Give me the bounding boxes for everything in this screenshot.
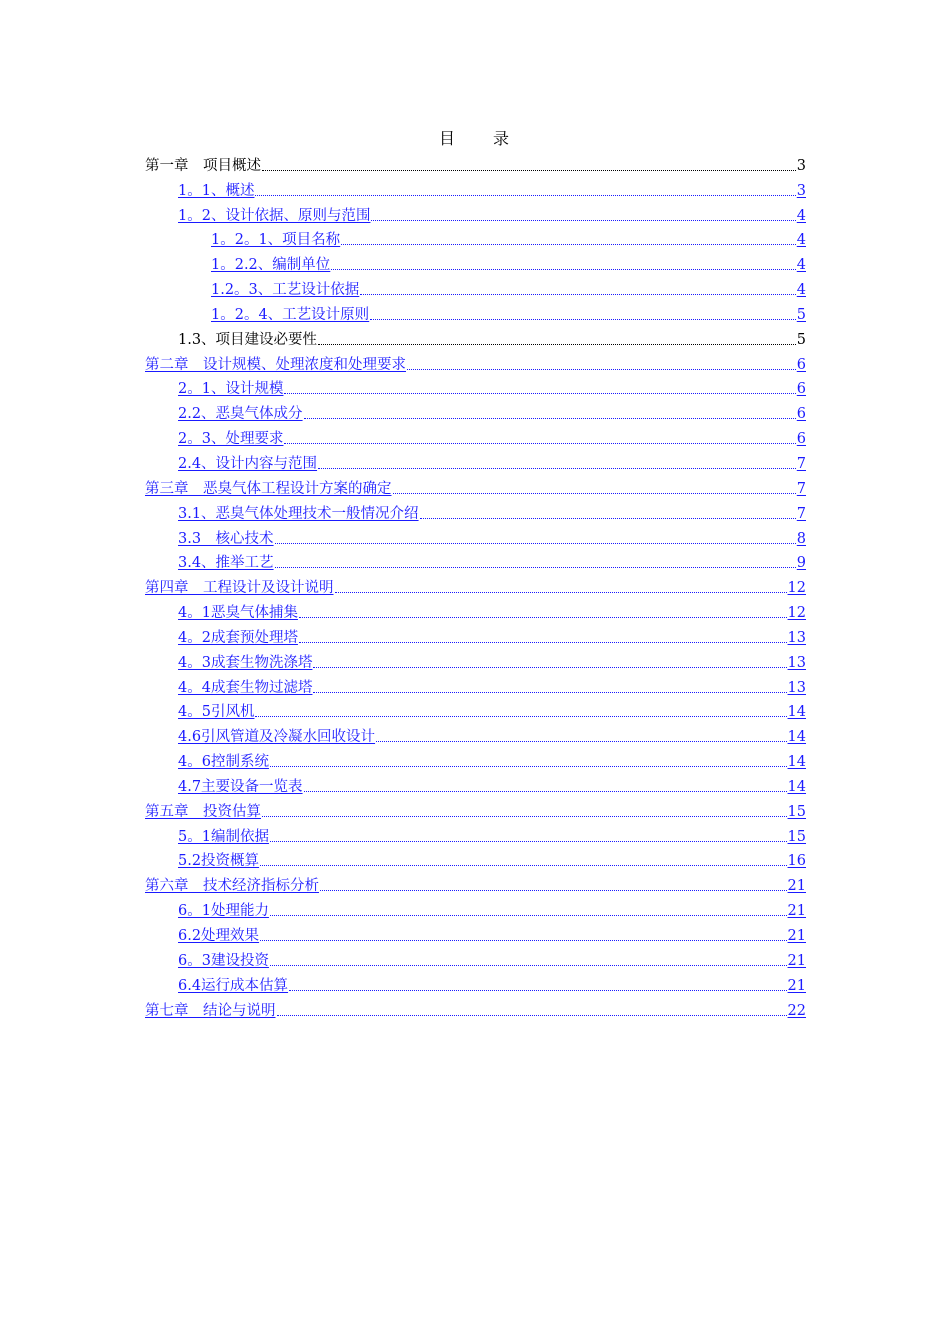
toc-entry[interactable] [145, 448, 806, 473]
toc-entry[interactable] [145, 945, 806, 970]
toc-entry-label: 5.2投资概算 [178, 853, 260, 870]
toc-entry[interactable] [145, 274, 806, 299]
toc-dot-leader [255, 194, 795, 196]
toc-entry-page-number: 5 [796, 331, 806, 348]
toc-dot-leader [393, 492, 796, 494]
toc-dot-leader [270, 840, 787, 842]
toc-entry-label: 3.1、恶臭气体处理技术一般情况介绍 [178, 505, 419, 522]
toc-dot-leader [304, 417, 796, 419]
toc-entry-label: 第五章 投资估算 [145, 803, 261, 820]
toc-dot-leader [270, 765, 787, 767]
toc-entry[interactable] [145, 572, 806, 597]
toc-dot-leader [289, 989, 786, 991]
toc-dot-leader [335, 591, 787, 593]
toc-entry[interactable] [145, 423, 806, 448]
toc-dot-leader [262, 815, 787, 817]
toc-dot-leader [370, 318, 796, 320]
toc-entry-page-number: 4 [796, 257, 806, 274]
toc-entry-page-number: 7 [796, 455, 806, 472]
toc-entry-page-number: 6 [796, 431, 806, 448]
toc-entry-label: 2。1、设计规模 [178, 381, 284, 398]
toc-entry-page-number: 14 [787, 729, 806, 746]
toc-entry[interactable] [145, 995, 806, 1020]
toc-entry[interactable] [145, 374, 806, 399]
toc-entry-page-number: 21 [787, 977, 806, 994]
toc-entry[interactable] [145, 349, 806, 374]
toc-entry-label: 6.2处理效果 [178, 928, 260, 944]
toc-entry-label: 6.4运行成本估算 [178, 977, 289, 994]
toc-entry[interactable] [145, 398, 806, 423]
toc-entry-page-number: 13 [787, 629, 806, 646]
toc-dot-leader [255, 715, 786, 717]
toc-entry-label: 1。2。4、工艺设计原则 [211, 306, 370, 323]
toc-entry-page-number: 12 [787, 605, 806, 622]
toc-entry-label: 第四章 工程设计及设计说明 [145, 580, 334, 597]
toc-entry-page-number: 14 [787, 704, 806, 721]
toc-entry-label: 4.7主要设备一览表 [178, 778, 303, 795]
toc-dot-leader [270, 964, 787, 966]
toc-entry-label: 6。1处理能力 [178, 903, 269, 920]
toc-dot-leader [284, 442, 795, 444]
toc-dot-leader [260, 864, 786, 866]
toc-title: 目 录 [438, 129, 511, 148]
toc-entry-label: 4。6控制系统 [178, 754, 269, 771]
toc-dot-leader [275, 542, 796, 544]
toc-entry-label: 4。5引风机 [178, 704, 255, 721]
toc-entry-page-number: 9 [796, 555, 806, 572]
toc-entry-label: 4。3成套生物洗涤塔 [178, 654, 313, 671]
toc-entry-label: 3.3 核心技术 [178, 530, 274, 547]
toc-entry[interactable] [145, 523, 806, 548]
toc-entry-label: 5。1编制依据 [178, 828, 269, 845]
toc-dot-leader [318, 343, 796, 345]
toc-entry-page-number: 4 [796, 282, 806, 299]
toc-entry[interactable] [145, 299, 806, 324]
toc-entry-page-number: 16 [787, 853, 806, 870]
toc-entry-page-number: 5 [796, 306, 806, 323]
toc-entry[interactable] [145, 721, 806, 746]
toc-entry-label: 4.6引风管道及冷凝水回收设计 [178, 729, 376, 746]
toc-entry-page-number: 7 [796, 505, 806, 522]
toc-dot-leader [270, 914, 787, 916]
toc-dot-leader [299, 616, 787, 618]
toc-entry[interactable] [145, 920, 806, 945]
toc-entry [145, 324, 806, 349]
toc-entry-page-number: 8 [796, 530, 806, 547]
toc-dot-leader [341, 243, 796, 245]
toc-entry-page-number: 15 [787, 828, 806, 845]
toc-entry-page-number: 13 [787, 654, 806, 671]
toc-dot-leader [275, 566, 796, 568]
toc-entry-page-number: 14 [787, 778, 806, 795]
toc-dot-leader [376, 740, 786, 742]
toc-entry[interactable] [145, 175, 806, 200]
toc-entry-label: 2.2、恶臭气体成分 [178, 406, 303, 423]
toc-entry[interactable] [145, 771, 806, 796]
toc-entry[interactable] [145, 821, 806, 846]
toc-entry[interactable] [145, 672, 806, 697]
toc-entry-label: 1。2、设计依据、原则与范围 [178, 207, 371, 224]
toc-entry-label: 第六章 技术经济指标分析 [145, 878, 319, 895]
toc-entry-page-number: 21 [787, 952, 806, 969]
toc-entry-label: 1。1、概述 [178, 182, 255, 199]
toc-entry[interactable] [145, 249, 806, 274]
toc-entry[interactable] [145, 548, 806, 573]
toc-entry[interactable] [145, 622, 806, 647]
toc-entry[interactable] [145, 697, 806, 722]
toc-entry-label: 2。3、处理要求 [178, 431, 284, 448]
toc-entry[interactable] [145, 200, 806, 225]
toc-dot-leader [360, 293, 795, 295]
toc-entry-page-number: 12 [787, 580, 806, 597]
toc-entry[interactable] [145, 647, 806, 672]
table-of-contents [145, 150, 806, 1020]
toc-entry-label: 4。1恶臭气体捕集 [178, 605, 298, 622]
toc-dot-leader [304, 790, 787, 792]
toc-entry-label: 第二章 设计规模、处理浓度和处理要求 [145, 356, 406, 373]
toc-entry-page-number: 4 [796, 232, 806, 249]
toc-dot-leader [318, 467, 796, 469]
toc-entry-page-number: 14 [787, 754, 806, 771]
toc-entry[interactable] [145, 870, 806, 895]
toc-entry-page-number: 7 [796, 480, 806, 497]
toc-entry-label: 第三章 恶臭气体工程设计方案的确定 [145, 480, 392, 497]
toc-entry-page-number: 21 [787, 928, 806, 944]
toc-entry [145, 150, 806, 175]
toc-entry[interactable] [145, 225, 806, 250]
toc-dot-leader [260, 939, 786, 941]
toc-entry[interactable] [145, 796, 806, 821]
toc-entry-label: 4。2成套预处理塔 [178, 629, 298, 646]
toc-entry-page-number: 6 [796, 381, 806, 398]
toc-entry-label: 3.4、推举工艺 [178, 555, 274, 572]
toc-entry[interactable] [145, 895, 806, 920]
toc-entry-label: 1。2。1、项目名称 [211, 232, 341, 249]
toc-dot-leader [262, 169, 796, 171]
toc-entry-label: 4。4成套生物过滤塔 [178, 679, 313, 696]
toc-entry-label: 1.3、项目建设必要性 [178, 331, 318, 348]
toc-entry-page-number: 6 [796, 356, 806, 373]
toc-entry[interactable] [145, 746, 806, 771]
toc-dot-leader [320, 889, 787, 891]
toc-dot-leader [331, 268, 795, 270]
toc-dot-leader [277, 1014, 787, 1016]
toc-entry-page-number: 13 [787, 679, 806, 696]
toc-entry-page-number: 4 [796, 207, 806, 224]
toc-dot-leader [299, 641, 787, 643]
toc-entry-label: 第一章 项目概述 [145, 157, 261, 174]
toc-entry-page-number: 21 [787, 903, 806, 920]
toc-entry[interactable] [145, 970, 806, 995]
toc-entry-page-number: 21 [787, 878, 806, 895]
toc-entry-label: 1。2.2、编制单位 [211, 257, 331, 274]
toc-entry-page-number: 22 [787, 1002, 806, 1019]
toc-entry[interactable] [145, 846, 806, 871]
toc-entry[interactable] [145, 498, 806, 523]
toc-dot-leader [407, 368, 796, 370]
toc-dot-leader [313, 666, 786, 668]
toc-entry[interactable] [145, 597, 806, 622]
toc-entry-label: 第七章 结论与说明 [145, 1002, 276, 1019]
toc-entry-page-number: 3 [796, 157, 806, 174]
toc-entry-page-number: 15 [787, 803, 806, 820]
toc-dot-leader [371, 219, 795, 221]
toc-dot-leader [420, 517, 796, 519]
toc-entry[interactable] [145, 473, 806, 498]
toc-entry-page-number: 6 [796, 406, 806, 423]
toc-dot-leader [313, 691, 786, 693]
toc-entry-page-number: 3 [796, 182, 806, 199]
toc-dot-leader [284, 392, 795, 394]
toc-entry-label: 2.4、设计内容与范围 [178, 455, 318, 472]
toc-entry-label: 6。3建设投资 [178, 952, 269, 969]
toc-entry-label: 1.2。3、工艺设计依据 [211, 282, 360, 299]
